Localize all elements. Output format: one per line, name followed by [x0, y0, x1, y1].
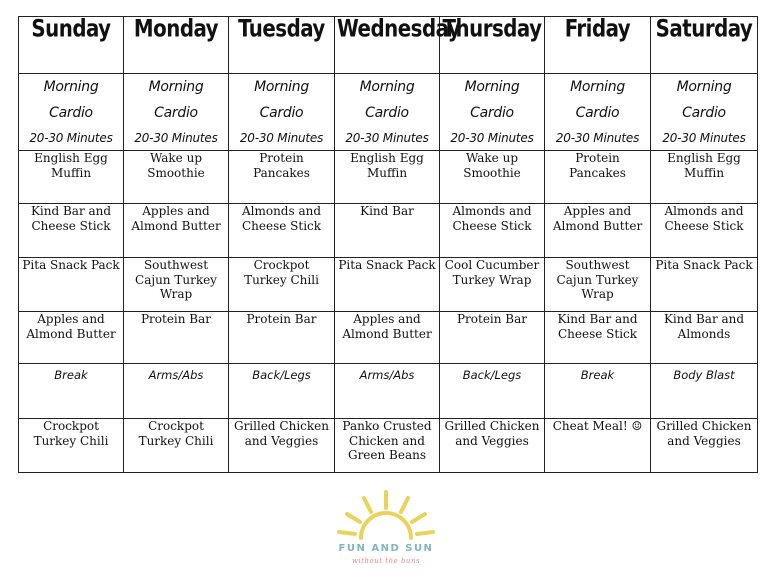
dinner-cell: Panko Crusted Chicken and Green Beans — [335, 419, 440, 473]
cardio-cell — [229, 74, 335, 151]
logo-subtitle: without the buns — [351, 557, 421, 565]
workout-cell: Break — [545, 364, 651, 419]
cardio-duration: 20-30 Minutes — [29, 131, 113, 145]
cardio-row — [19, 74, 758, 151]
day-header: Monday — [124, 14, 229, 76]
cardio-duration: 20-30 Minutes — [450, 131, 534, 145]
cardio-duration: 20-30 Minutes — [555, 131, 640, 145]
breakfast-cell: Wake up Smoothie — [440, 151, 545, 204]
breakfast-cell: English Egg Muffin — [19, 151, 124, 204]
dinner-row — [19, 419, 758, 473]
day-header: Saturday — [651, 14, 758, 76]
cardio-cell — [19, 74, 124, 151]
workout-cell: Body Blast — [651, 364, 758, 419]
breakfast-cell: Protein Pancakes — [229, 151, 335, 204]
lunch-cell: Pita Snack Pack — [19, 258, 124, 312]
lunch-cell: Pita Snack Pack — [335, 258, 440, 312]
cardio-cell — [124, 74, 229, 151]
morning-snack-row — [19, 204, 758, 258]
workout-cell: Arms/Abs — [335, 364, 440, 419]
lunch-cell: Southwest Cajun Turkey Wrap — [545, 258, 651, 312]
meal-plan-table — [18, 16, 758, 473]
lunch-cell: Crockpot Turkey Chili — [229, 258, 335, 312]
workout-cell: Back/Legs — [440, 364, 545, 419]
day-header: Sunday — [19, 14, 124, 76]
snack-cell: Almonds and Cheese Stick — [651, 204, 758, 258]
cardio-cell — [440, 74, 545, 151]
snack-cell: Kind Bar and Cheese Stick — [545, 312, 651, 364]
snack-cell: Almonds and Cheese Stick — [440, 204, 545, 258]
snack-cell: Apples and Almond Butter — [335, 312, 440, 364]
dinner-cell: Grilled Chicken and Veggies — [651, 419, 758, 473]
cardio-duration: 20-30 Minutes — [239, 131, 324, 145]
cardio-label: Morning Cardio — [359, 79, 415, 121]
dinner-cell: Crockpot Turkey Chili — [19, 419, 124, 473]
snack-cell: Apples and Almond Butter — [19, 312, 124, 364]
dinner-cell: Grilled Chicken and Veggies — [229, 419, 335, 473]
breakfast-cell: Wake up Smoothie — [124, 151, 229, 204]
day-header: Tuesday — [229, 14, 335, 76]
dinner-cell: Crockpot Turkey Chili — [124, 419, 229, 473]
cardio-label: Morning Cardio — [464, 79, 520, 121]
afternoon-snack-row — [19, 312, 758, 364]
workout-cell: Back/Legs — [229, 364, 335, 419]
cardio-cell — [651, 74, 758, 151]
workout-row — [19, 364, 758, 419]
day-header: Wednesday — [335, 14, 440, 76]
breakfast-row — [19, 151, 758, 204]
snack-cell: Protein Bar — [229, 312, 335, 364]
day-header: Friday — [545, 14, 651, 76]
lunch-cell: Southwest Cajun Turkey Wrap — [124, 258, 229, 312]
breakfast-cell: Protein Pancakes — [545, 151, 651, 204]
cardio-duration: 20-30 Minutes — [662, 131, 746, 145]
breakfast-cell: English Egg Muffin — [651, 151, 758, 204]
snack-cell: Apples and Almond Butter — [545, 204, 651, 258]
day-header-row — [19, 17, 758, 74]
cardio-label: Morning Cardio — [43, 79, 99, 121]
snack-cell: Apples and Almond Butter — [124, 204, 229, 258]
logo-title: FUN AND SUN — [338, 543, 434, 554]
cardio-cell — [545, 74, 651, 151]
lunch-row — [19, 258, 758, 312]
sun-icon — [331, 488, 441, 544]
lunch-cell: Pita Snack Pack — [651, 258, 758, 312]
snack-cell: Kind Bar — [335, 204, 440, 258]
lunch-cell: Cool Cucumber Turkey Wrap — [440, 258, 545, 312]
fun-and-sun-logo — [331, 488, 441, 578]
snack-cell: Kind Bar and Cheese Stick — [19, 204, 124, 258]
dinner-cell: Grilled Chicken and Veggies — [440, 419, 545, 473]
day-header: Thursday — [440, 14, 545, 76]
cardio-label: Morning Cardio — [148, 79, 204, 121]
cardio-duration: 20-30 Minutes — [345, 131, 429, 145]
dinner-cell: Cheat Meal! ☺ — [545, 419, 651, 473]
cardio-label: Morning Cardio — [570, 79, 625, 121]
snack-cell: Protein Bar — [124, 312, 229, 364]
snack-cell: Almonds and Cheese Stick — [229, 204, 335, 258]
cardio-duration: 20-30 Minutes — [134, 131, 218, 145]
cardio-label: Morning Cardio — [254, 79, 309, 121]
breakfast-cell: English Egg Muffin — [335, 151, 440, 204]
cardio-cell — [335, 74, 440, 151]
snack-cell: Protein Bar — [440, 312, 545, 364]
workout-cell: Arms/Abs — [124, 364, 229, 419]
cardio-label: Morning Cardio — [676, 79, 732, 121]
workout-cell: Break — [19, 364, 124, 419]
snack-cell: Kind Bar and Almonds — [651, 312, 758, 364]
